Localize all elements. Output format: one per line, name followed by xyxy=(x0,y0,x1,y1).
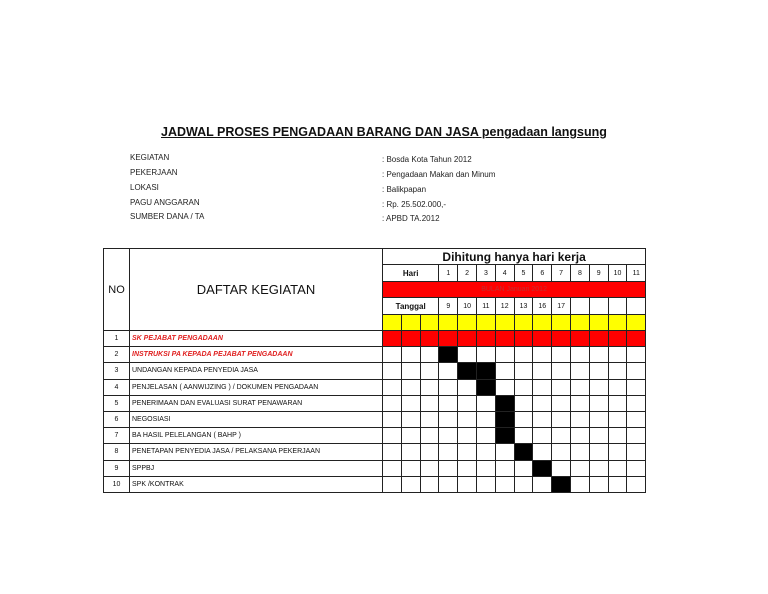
gantt-cell xyxy=(514,460,534,477)
gantt-cell xyxy=(608,411,628,428)
gantt-cell xyxy=(457,395,477,412)
gantt-cell xyxy=(495,379,515,396)
row-number: 5 xyxy=(103,395,130,412)
date-number: 17 xyxy=(551,297,571,315)
gantt-cell xyxy=(608,395,628,412)
gantt-cell xyxy=(514,346,534,363)
info-label: SUMBER DANA / TA xyxy=(130,212,205,221)
gantt-cell xyxy=(626,443,646,460)
gantt-cell xyxy=(438,476,458,493)
gantt-cell xyxy=(626,346,646,363)
day-number: 2 xyxy=(457,264,477,282)
gantt-cell xyxy=(608,362,628,379)
activity-name: BA HASIL PELELANGAN ( BAHP ) xyxy=(129,427,383,444)
gantt-cell-red xyxy=(495,330,515,347)
gantt-cell xyxy=(401,379,421,396)
gantt-cell xyxy=(382,443,402,460)
gantt-cell xyxy=(570,379,590,396)
gantt-cell xyxy=(532,346,552,363)
gantt-cell xyxy=(532,427,552,444)
date-number: 16 xyxy=(532,297,552,315)
gantt-cell xyxy=(420,427,440,444)
gantt-cell xyxy=(495,460,515,477)
gantt-bar xyxy=(495,411,515,428)
gantt-cell xyxy=(551,395,571,412)
activity-header: DAFTAR KEGIATAN xyxy=(129,248,383,331)
yellow-cell xyxy=(570,314,590,331)
gantt-cell xyxy=(401,362,421,379)
date-number xyxy=(608,297,628,315)
gantt-cell xyxy=(476,395,496,412)
month-label: BULAN Januari 2012 xyxy=(382,281,646,298)
gantt-cell xyxy=(438,362,458,379)
gantt-cell-red xyxy=(532,330,552,347)
gantt-cell xyxy=(495,346,515,363)
gantt-cell xyxy=(589,379,609,396)
gantt-cell-red xyxy=(570,330,590,347)
gantt-cell xyxy=(570,427,590,444)
row-number: 8 xyxy=(103,443,130,460)
gantt-cell-red xyxy=(401,330,421,347)
gantt-cell-red xyxy=(589,330,609,347)
gantt-cell xyxy=(401,460,421,477)
gantt-bar xyxy=(514,443,534,460)
gantt-cell-red xyxy=(420,330,440,347)
gantt-cell xyxy=(570,476,590,493)
gantt-cell xyxy=(438,460,458,477)
gantt-cell xyxy=(570,395,590,412)
working-days-header: Dihitung hanya hari kerja xyxy=(382,248,646,265)
gantt-cell xyxy=(589,395,609,412)
gantt-cell xyxy=(382,395,402,412)
info-value: : Pengadaan Makan dan Minum xyxy=(382,169,496,179)
row-number: 2 xyxy=(103,346,130,363)
gantt-cell xyxy=(532,362,552,379)
gantt-cell xyxy=(420,379,440,396)
gantt-cell xyxy=(420,411,440,428)
gantt-cell xyxy=(626,379,646,396)
gantt-cell xyxy=(532,443,552,460)
gantt-cell xyxy=(551,346,571,363)
gantt-cell xyxy=(401,427,421,444)
gantt-cell xyxy=(401,346,421,363)
date-number: 12 xyxy=(495,297,515,315)
gantt-cell xyxy=(457,476,477,493)
date-label: Tanggal xyxy=(382,297,439,315)
gantt-cell xyxy=(495,443,515,460)
gantt-cell xyxy=(438,395,458,412)
gantt-cell xyxy=(514,411,534,428)
gantt-cell xyxy=(476,427,496,444)
row-number: 4 xyxy=(103,379,130,396)
info-label: KEGIATAN xyxy=(130,153,170,162)
gantt-cell xyxy=(608,460,628,477)
gantt-bar xyxy=(457,362,477,379)
gantt-cell xyxy=(551,427,571,444)
gantt-cell xyxy=(532,476,552,493)
yellow-cell xyxy=(401,314,421,331)
activity-name: NEGOSIASI xyxy=(129,411,383,428)
gantt-cell xyxy=(514,379,534,396)
gantt-cell xyxy=(570,346,590,363)
gantt-cell xyxy=(420,346,440,363)
date-number: 13 xyxy=(514,297,534,315)
gantt-bar xyxy=(532,460,552,477)
gantt-bar xyxy=(495,427,515,444)
day-number: 9 xyxy=(589,264,609,282)
gantt-cell-red xyxy=(457,330,477,347)
gantt-cell xyxy=(551,379,571,396)
row-number: 6 xyxy=(103,411,130,428)
gantt-cell xyxy=(438,443,458,460)
gantt-cell-red xyxy=(382,330,402,347)
gantt-cell xyxy=(401,443,421,460)
gantt-cell xyxy=(589,411,609,428)
gantt-cell xyxy=(382,411,402,428)
day-number: 6 xyxy=(532,264,552,282)
gantt-cell xyxy=(626,476,646,493)
gantt-cell xyxy=(476,411,496,428)
gantt-cell xyxy=(608,427,628,444)
date-number: 10 xyxy=(457,297,477,315)
date-number: 9 xyxy=(438,297,458,315)
date-number xyxy=(626,297,646,315)
activity-name: PENJELASAN ( AANWIJZING ) / DOKUMEN PENGADAAN xyxy=(129,379,383,396)
gantt-bar xyxy=(551,476,571,493)
gantt-cell xyxy=(589,427,609,444)
gantt-cell xyxy=(457,427,477,444)
gantt-cell xyxy=(382,346,402,363)
gantt-bar xyxy=(438,346,458,363)
day-number: 7 xyxy=(551,264,571,282)
date-number xyxy=(589,297,609,315)
row-number: 9 xyxy=(103,460,130,477)
gantt-cell xyxy=(551,460,571,477)
yellow-cell xyxy=(495,314,515,331)
info-label: PAGU ANGGARAN xyxy=(130,197,200,207)
gantt-cell xyxy=(457,443,477,460)
yellow-cell xyxy=(476,314,496,331)
date-number xyxy=(570,297,590,315)
gantt-cell xyxy=(532,411,552,428)
gantt-cell xyxy=(608,443,628,460)
activity-name: UNDANGAN KEPADA PENYEDIA JASA xyxy=(129,362,383,379)
yellow-cell xyxy=(589,314,609,331)
yellow-cell xyxy=(626,314,646,331)
day-number: 10 xyxy=(608,264,628,282)
gantt-cell xyxy=(382,362,402,379)
yellow-cell xyxy=(438,314,458,331)
info-value: : Bosda Kota Tahun 2012 xyxy=(382,155,472,164)
gantt-cell xyxy=(514,395,534,412)
gantt-cell xyxy=(495,476,515,493)
gantt-cell xyxy=(495,362,515,379)
gantt-cell xyxy=(382,476,402,493)
gantt-cell xyxy=(457,460,477,477)
gantt-cell xyxy=(420,362,440,379)
info-value: : Balikpapan xyxy=(382,185,427,194)
gantt-cell xyxy=(438,427,458,444)
gantt-cell xyxy=(589,476,609,493)
yellow-cell xyxy=(551,314,571,331)
document-title: JADWAL PROSES PENGADAAN BARANG DAN JASA pengadaan langsung xyxy=(161,125,607,139)
yellow-cell xyxy=(532,314,552,331)
gantt-bar xyxy=(476,362,496,379)
activity-name: SPK /KONTRAK xyxy=(129,476,383,493)
gantt-cell xyxy=(589,443,609,460)
gantt-cell xyxy=(589,460,609,477)
gantt-cell xyxy=(589,346,609,363)
row-number: 1 xyxy=(103,330,130,347)
gantt-cell xyxy=(626,395,646,412)
yellow-cell xyxy=(608,314,628,331)
yellow-cell xyxy=(420,314,440,331)
gantt-cell xyxy=(570,460,590,477)
gantt-cell xyxy=(401,395,421,412)
gantt-cell xyxy=(532,379,552,396)
gantt-cell xyxy=(382,427,402,444)
row-number: 7 xyxy=(103,427,130,444)
activity-name: SPPBJ xyxy=(129,460,383,477)
day-label: Hari xyxy=(382,264,439,282)
gantt-cell xyxy=(457,379,477,396)
date-number: 11 xyxy=(476,297,496,315)
gantt-cell xyxy=(476,443,496,460)
gantt-cell xyxy=(420,395,440,412)
gantt-cell-red xyxy=(476,330,496,347)
day-number: 8 xyxy=(570,264,590,282)
gantt-cell xyxy=(438,379,458,396)
day-number: 1 xyxy=(438,264,458,282)
gantt-cell xyxy=(420,443,440,460)
gantt-cell xyxy=(457,346,477,363)
gantt-cell xyxy=(570,362,590,379)
gantt-cell xyxy=(476,346,496,363)
gantt-bar xyxy=(476,379,496,396)
gantt-cell-red xyxy=(608,330,628,347)
gantt-cell xyxy=(626,427,646,444)
gantt-cell xyxy=(401,476,421,493)
no-header: NO xyxy=(103,248,130,331)
info-label: LOKASI xyxy=(130,183,159,192)
info-label: PEKERJAAN xyxy=(130,167,178,177)
activity-name: PENETAPAN PENYEDIA JASA / PELAKSANA PEKERJAAN xyxy=(129,443,383,460)
info-value: : Rp. 25.502.000,- xyxy=(382,199,447,209)
gantt-bar xyxy=(495,395,515,412)
gantt-cell xyxy=(420,460,440,477)
day-number: 4 xyxy=(495,264,515,282)
gantt-cell-red xyxy=(514,330,534,347)
gantt-cell xyxy=(382,379,402,396)
yellow-cell xyxy=(382,314,402,331)
gantt-cell-red xyxy=(438,330,458,347)
row-number: 10 xyxy=(103,476,130,493)
activity-name: SK PEJABAT PENGADAAN xyxy=(129,330,383,347)
gantt-cell xyxy=(476,460,496,477)
gantt-cell-red xyxy=(551,330,571,347)
gantt-cell xyxy=(382,460,402,477)
gantt-cell xyxy=(420,476,440,493)
gantt-cell xyxy=(476,476,496,493)
info-value: : APBD TA.2012 xyxy=(382,214,440,223)
gantt-cell xyxy=(551,362,571,379)
gantt-cell xyxy=(401,411,421,428)
gantt-cell-red xyxy=(626,330,646,347)
gantt-cell xyxy=(457,411,477,428)
day-number: 5 xyxy=(514,264,534,282)
gantt-cell xyxy=(626,411,646,428)
gantt-cell xyxy=(589,362,609,379)
row-number: 3 xyxy=(103,362,130,379)
gantt-cell xyxy=(570,443,590,460)
yellow-cell xyxy=(457,314,477,331)
day-number: 11 xyxy=(626,264,646,282)
gantt-cell xyxy=(608,379,628,396)
gantt-cell xyxy=(532,395,552,412)
gantt-cell xyxy=(608,346,628,363)
gantt-cell xyxy=(608,476,628,493)
gantt-cell xyxy=(626,362,646,379)
yellow-cell xyxy=(514,314,534,331)
gantt-cell xyxy=(514,362,534,379)
gantt-cell xyxy=(514,476,534,493)
gantt-cell xyxy=(438,411,458,428)
gantt-cell xyxy=(626,460,646,477)
activity-name: INSTRUKSI PA KEPADA PEJABAT PENGADAAN xyxy=(129,346,383,363)
day-number: 3 xyxy=(476,264,496,282)
gantt-cell xyxy=(514,427,534,444)
gantt-cell xyxy=(551,411,571,428)
gantt-cell xyxy=(570,411,590,428)
activity-name: PENERIMAAN DAN EVALUASI SURAT PENAWARAN xyxy=(129,395,383,412)
gantt-cell xyxy=(551,443,571,460)
